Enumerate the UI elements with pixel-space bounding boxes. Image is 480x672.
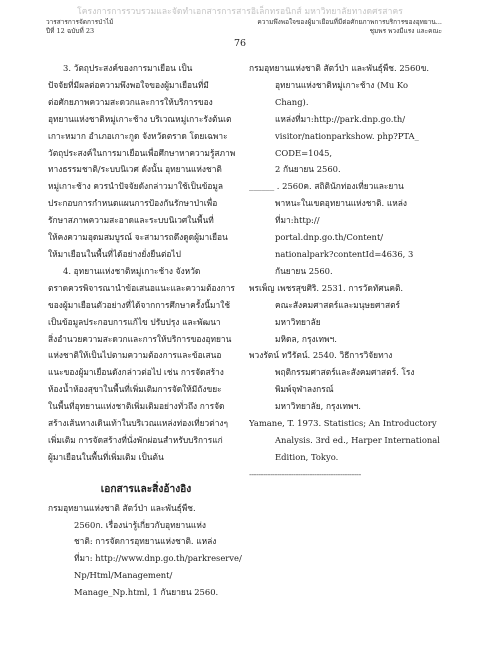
text-line: nationalpark?contentId=4636, 3 (275, 248, 414, 259)
text-line: ชาติ: การจัดการอุทยานแห่งชาติ. แหล่ง (74, 536, 217, 547)
text-line: ______ . 2560ค. สถิตินักท่องเที่ยวและยาน (249, 181, 404, 192)
text-line: CODE=1045, (275, 147, 333, 158)
text-line: 3. วัตถุประสงค์ของการมาเยือน เป็น (63, 63, 193, 73)
text-line: เพิ่มเติม การจัดสร้างที่นั่งพักผ่อนสำหรับบริการแก่ (48, 434, 223, 445)
text-line: Chang). (275, 96, 309, 107)
reference-entry (249, 178, 444, 279)
paragraph-4 (48, 263, 244, 466)
text-line: วัตถุประสงค์ในการมาเยือนเพื่อศึกษาหาความรู้สภาพ (48, 147, 236, 158)
text-line: เกาะหมาก อำเภอเกาะกูด จังหวัดตราด โดยเฉพาะ (48, 130, 228, 141)
left-column (48, 60, 244, 601)
running-header-left (46, 18, 113, 36)
text-line: ในพื้นที่อุทยานแห่งชาติเพิ่มเติมอย่างทั่วถึง การจัด (48, 401, 225, 412)
text-line: พฤติกรรมศาสตร์และสังคมศาสตร์. โรง (275, 367, 415, 378)
text-line: สิ่งอำนวยความสะดวกและการให้บริการของอุทยาน (48, 333, 232, 344)
running-header-right (257, 18, 442, 36)
text-line: พวงรัตน์ ทวีรัตน์. 2540. วิธีการวิจัยทาง (249, 350, 393, 361)
text-line: visitor/nationparkshow. php?PTA_ (275, 130, 419, 141)
reference-entry (249, 347, 444, 415)
text-line: Yamane, T. 1973. Statistics; An Introductory (249, 418, 437, 429)
text-line: แนะของผู้มาเยือนดังกล่าวต่อไป เช่น การจัดสร้าง (48, 367, 224, 378)
text-line: เป็นข้อมูลประกอบการแก้ไข ปรับปรุง และพัฒนา (48, 316, 221, 327)
page-number: 76 (233, 38, 247, 49)
text-line: พรเพ็ญ เพชรสุขศิริ. 2531. การวัดทัศนคติ. (249, 282, 404, 293)
text-line: กันยายน 2560. (275, 265, 333, 276)
right-column (249, 60, 444, 483)
text-line: ที่มา: http://www.dnp.go.th/parkreserve/ (74, 553, 242, 564)
text-line: Np/Html/Management/ (74, 570, 173, 581)
text-line: ผู้มาเยือนในพื้นที่เพิ่มเติม เป็นต้น (48, 451, 164, 462)
text-line: ที่มา:http:// (275, 215, 320, 226)
text-line: 2 กันยายน 2560. (275, 164, 341, 175)
references-heading: เอกสารและสิ่งอ้างอิง (100, 482, 192, 495)
text-line: กรมอุทยานแห่งชาติ สัตว์ป่า และพันธุ์พืช. 2560ข. (249, 63, 430, 73)
reference-entry (249, 415, 444, 466)
text-line: มหาวิทยาลัย (275, 316, 321, 327)
text-line: คณะสังคมศาสตร์และมนุษยศาสตร์ (275, 299, 401, 310)
text-line: ให้คงความอุดมสมบูรณ์ จะสามารถดึงดูดผู้มาเยือน (48, 232, 228, 243)
reference-entry (249, 60, 444, 178)
reference-entry (48, 500, 244, 601)
text-line: พาหนะในเขตอุทยานแห่งชาติ. แหล่ง (275, 198, 407, 209)
text-line: ทางธรรมชาติ/ระบบนิเวศ ดังนั้น อุทยานแห่งชาติ (48, 164, 222, 175)
text-line: รักษาสภาพความสะอาดและระบบนิเวศในพื้นที่ (48, 215, 214, 226)
text-line: Analysis. 3rd ed., Harper International (275, 434, 440, 445)
text-line: Edition, Tokyo. (275, 451, 339, 462)
text-line: 2560ก. เรื่องน่ารู้เกี่ยวกับอุทยานแห่ง (74, 519, 206, 530)
text-line: แหล่งที่มา:http://park.dnp.go.th/ (275, 113, 406, 124)
text-line: สร้างเส้นทางเดินเท้าในบริเวณแหล่งท่องเที่ยวต่างๆ (48, 418, 228, 429)
paragraph-3 (48, 60, 244, 263)
text-line: Manage_Np.html, 1 กันยายน 2560. (74, 587, 219, 598)
article-title: ความพึงพอใจของผู้มาเยือนที่มีต่อศักยภาพการบริการของอุทยาน... (257, 18, 442, 26)
text-line: ห้องน้ำห้องสุขาในพื้นที่เพิ่มเติมการจัดให้มีถังขยะ (48, 384, 222, 395)
text-line: อุทยานแห่งชาติหมู่เกาะช้าง (Mu Ko (275, 79, 409, 90)
reference-entry (249, 280, 444, 348)
text-line: ประกอบการกำหนดแผนการป้องกันรักษาป่าเพื่อ (48, 198, 218, 209)
text-line: กรมอุทยานแห่งชาติ สัตว์ป่า และพันธุ์พืช. (48, 502, 196, 513)
text-line: อุทยานแห่งชาติหมู่เกาะช้าง บริเวณหมู่เกาะรังต้นเต (48, 113, 232, 124)
text-line: ปัจจัยที่มีผลต่อความพึงพอใจของผู้มาเยือนที่มี (48, 79, 209, 90)
text-line: ต่อศักยภาพความสะดวกและการให้บริการของ (48, 96, 213, 107)
watermark-text: โครงการการรวบรวมและจัดทำเอกสารการสารอิเล็กทรอนิกส์ มหาวิทยาลัยทางดศรสาคร (77, 7, 403, 17)
article-authors: ชุมพร พวงมีแรง และคณะ (369, 27, 442, 35)
text-line: ตราดควรพิจารณานำข้อเสนอแนะและความต้องการ (48, 282, 235, 293)
text-line: แห่งชาติให้เป็นไปตามความต้องการและข้อเสนอ (48, 350, 222, 361)
text-line: พิมพ์จุฬาลงกรณ์ (275, 384, 334, 395)
text-line: portal.dnp.go.th/Content/ (275, 232, 384, 243)
text-line: ให้มาเยือนในพื้นที่ได้อย่างยั่งยืนต่อไป (48, 248, 181, 259)
text-line: 4. อุทยานแห่งชาติหมู่เกาะช้าง จังหวัด (63, 265, 201, 276)
text-line: มหิดล, กรุงเทพฯ. (275, 333, 337, 344)
journal-name: วารสารการจัดการป่าไม้ (46, 18, 114, 26)
text-line: มหาวิทยาลัย, กรุงเทพฯ. (275, 401, 361, 412)
journal-issue: ปีที่ 12 ฉบับที่ 23 (46, 27, 95, 35)
text-line: ของผู้มาเยือนตัวอย่างที่ได้จากการศึกษาครั้งนี้มาใช้ (48, 299, 231, 310)
text-line: หมู่เกาะช้าง ควรนำปัจจัยดังกล่าวมาใช้เป็นข้อมูล (48, 181, 224, 192)
end-rule: ------------------------------------------------ (249, 468, 361, 479)
